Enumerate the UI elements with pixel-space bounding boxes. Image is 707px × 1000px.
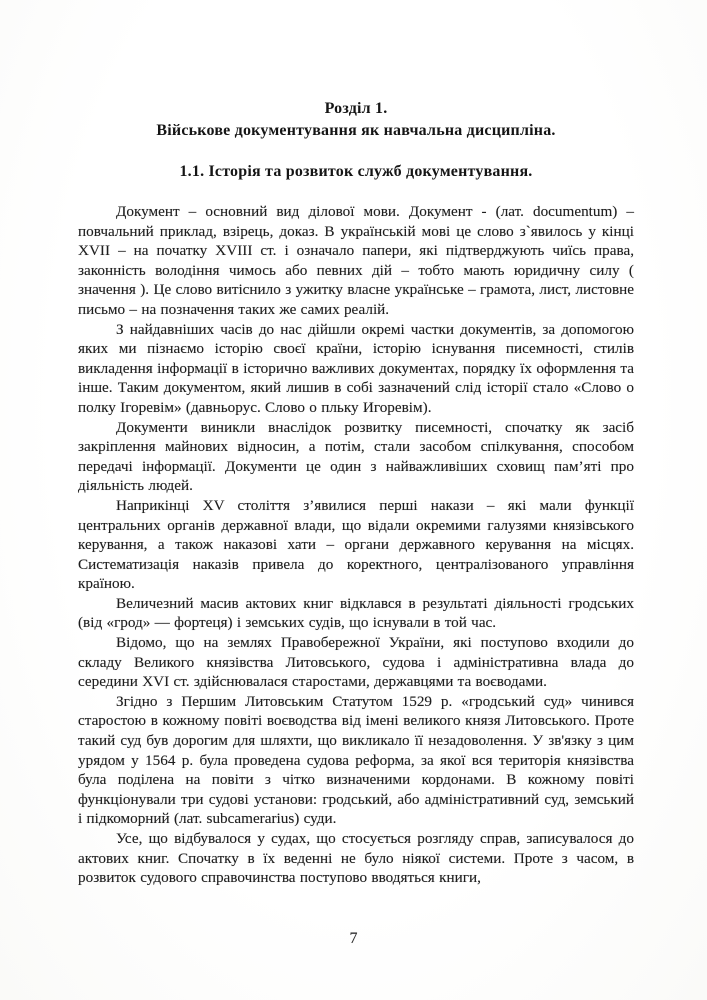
paragraph: Згідно з Першим Литовським Статутом 1529 р. «гродський суд» чинився старостою в кожному повіті воєводства від імені великого князя Литовського. Проте такий суд був дорогим для шляхти, що викликало її незадоволення. У зв'язку з цим урядом у 1564 р. була проведена судова реформа, за якої вся територія князівства була поділена на повіти з чітко визначеними кордонами. В кожному повіті функціонували три судові установи: гродський, або адміністративний суд, земський і підкоморний (лат. subcamerarius) суди. <box>78 692 634 828</box>
paragraph: Документи виникли внаслідок розвитку писемності, спочатку як засіб закріплення майнових відносин, а потім, стали засобом спілкування, способом передачі інформації. Документи це один з найважливіших сховищ пам’яті про діяльність людей. <box>78 418 634 495</box>
section-heading: 1.1. Історія та розвиток служб документування. <box>179 163 533 180</box>
page-number: 7 <box>349 930 358 947</box>
paragraph: Наприкінці XV століття з’явилися перші накази – які мали функції центральних органів державної влади, що відали окремими галузями князівського керування, а також наказові хати – органи державного керування на місцях. Систематизація наказів привела до коректного, централізованого управління країною. <box>78 496 634 593</box>
paragraph: Усе, що відбувалося у судах, що стосується розгляду справ, записувалося до актових книг. Спочатку в їх веденні не було ніякої системи. Проте з часом, в розвиток судового справочинства поступово вводяться книги, <box>78 830 634 887</box>
page-content <box>78 98 634 888</box>
paragraph: Документ – основний вид ділової мови. Документ - (лат. documentum) – повчальний приклад, взірець, доказ. В українській мові це слово з`явилось у кінці XVII – на початку XVIII ст. і означало папери, які підтверджують чиїсь права, законність володіння чимось або певних дій – тобто мають юридичну силу ( значення ). Це слово витіснило з ужитку власне українське – грамота, лист, листовне письмо – на позначення таких же самих реалій. <box>78 203 634 318</box>
paragraph: Відомо, що на землях Правобережної України, які поступово входили до складу Великого князівства Литовського, судова і адміністративна влада до середини XVI ст. здійснювалася старостами, державцями та воєводами. <box>78 634 634 691</box>
body-text <box>78 202 634 888</box>
paragraph: Величезний масив актових книг відклався в результаті діяльності гродських (від «грод» — фортеця) і земських судів, що існували в той час. <box>78 594 634 632</box>
page-footer <box>0 930 707 948</box>
chapter-heading-block <box>78 98 634 142</box>
chapter-subtitle: Військове документування як навчальна дисципліна. <box>156 122 556 139</box>
chapter-title: Розділ 1. <box>324 100 388 117</box>
paragraph: З найдавніших часів до нас дійшли окремі частки документів, за допомогою яких ми пізнаємо історію своєї країни, історію існування писемності, стилів викладення інформації в історично важливих документах, порядку їх оформлення та інше. Таким документом, який лишив в собі зазначений слід історії стало «Слово о полку Ігоревім» (давньорус. Слово о пльку Игоревім). <box>78 320 634 416</box>
